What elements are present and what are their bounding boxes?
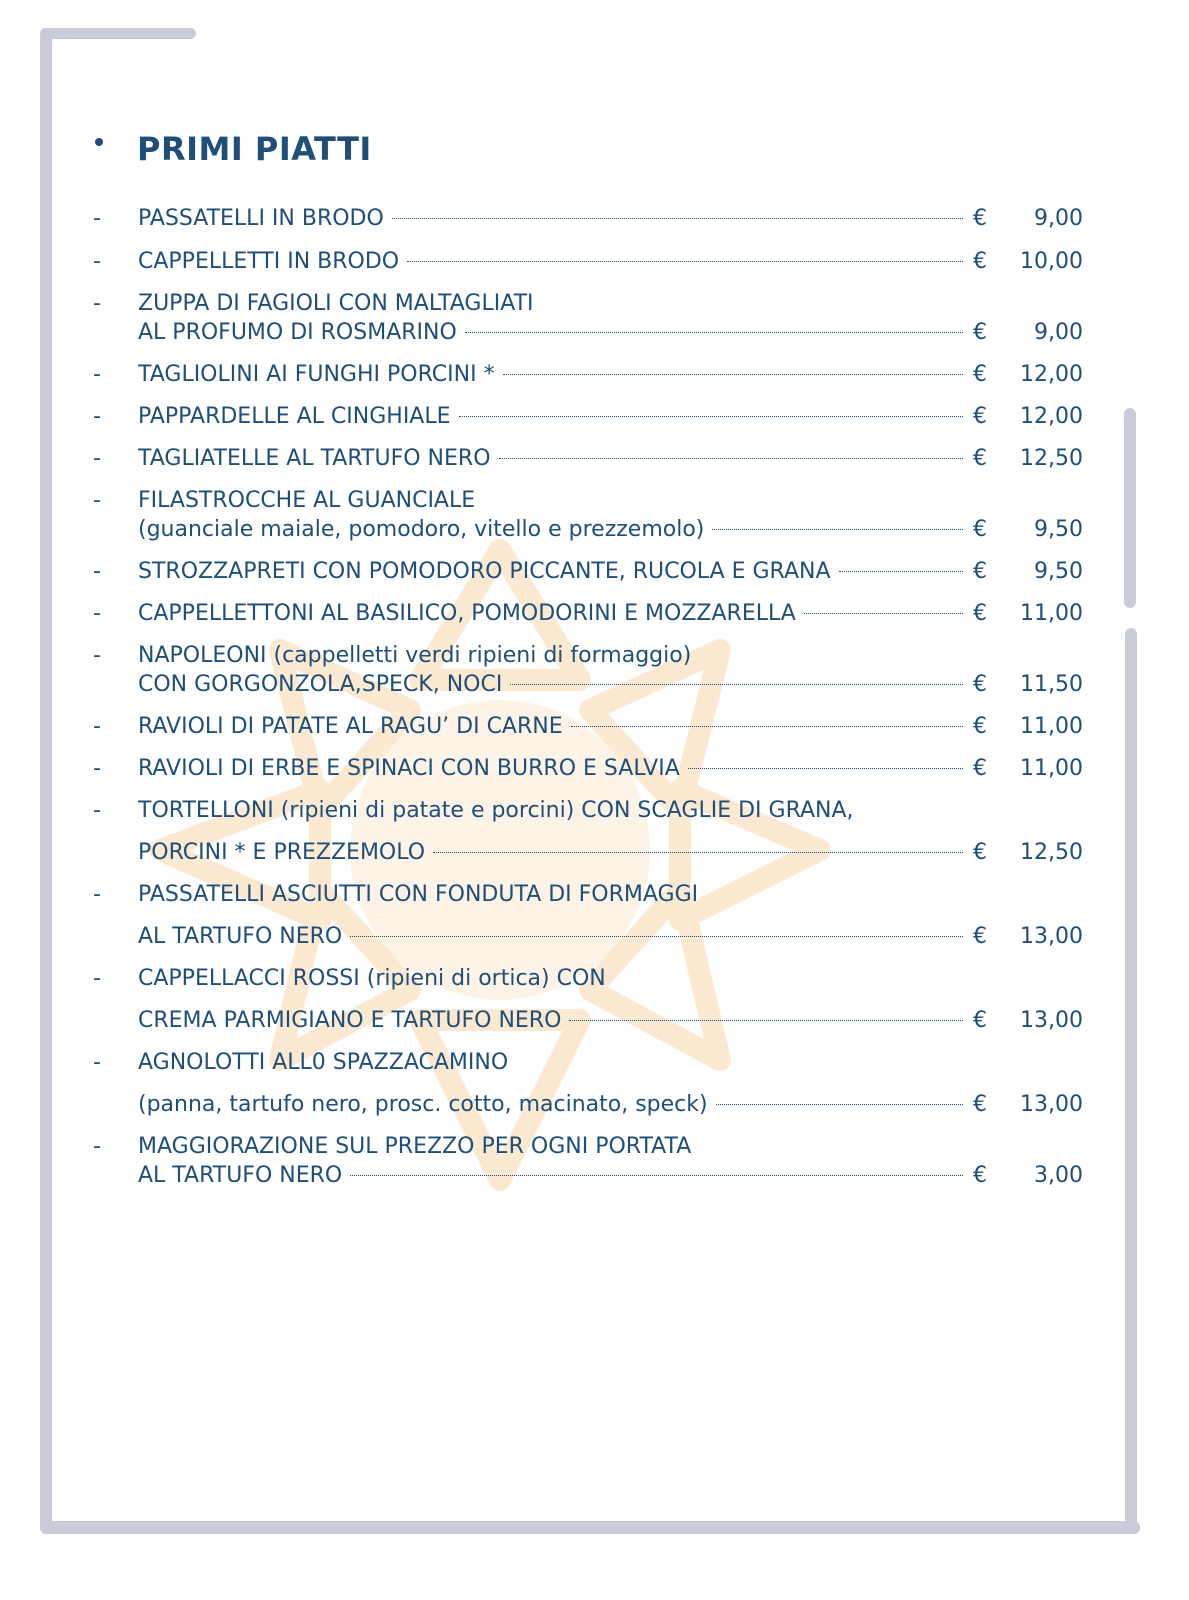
- dot-leader: [350, 936, 963, 937]
- dot-leader: [499, 458, 963, 459]
- item-price-line: [138, 557, 1083, 586]
- item-description: [138, 402, 1083, 431]
- item-price: 11,00: [1020, 714, 1083, 739]
- menu-item: [93, 964, 1083, 1035]
- item-price-line: [138, 1161, 1083, 1190]
- menu-item: [93, 712, 1083, 741]
- item-name: STROZZAPRETI CON POMODORO PICCANTE, RUCOLA E GRANA: [138, 559, 831, 584]
- item-name: PAPPARDELLE AL CINGHIALE: [138, 404, 451, 429]
- dash-marker: -: [93, 559, 101, 584]
- menu-item: [93, 880, 1083, 951]
- frame-right-border-upper: [1124, 408, 1136, 608]
- menu-item: [93, 557, 1083, 586]
- item-price-line: [138, 444, 1083, 473]
- euro-symbol: €: [973, 756, 987, 781]
- euro-symbol: €: [973, 714, 987, 739]
- dash-marker: -: [93, 446, 101, 471]
- dot-leader: [465, 332, 963, 333]
- item-name: AL PROFUMO DI ROSMARINO: [138, 320, 457, 345]
- dot-leader: [433, 852, 963, 853]
- dot-leader: [839, 571, 963, 572]
- item-description: [138, 557, 1083, 586]
- dot-leader: [688, 768, 963, 769]
- dash-marker: -: [93, 362, 101, 387]
- frame-left-border: [40, 32, 52, 1532]
- dash-marker: -: [93, 206, 101, 231]
- menu-item: [93, 641, 1083, 699]
- item-description: [138, 1132, 1083, 1190]
- euro-symbol: €: [973, 320, 987, 345]
- item-line: AGNOLOTTI ALL0 SPAZZACAMINO: [138, 1050, 509, 1075]
- euro-symbol: €: [973, 1008, 987, 1033]
- item-name: TAGLIATELLE AL TARTUFO NERO: [138, 446, 491, 471]
- item-price-line: [138, 670, 1083, 699]
- dash-marker: -: [93, 1050, 101, 1075]
- dash-marker: -: [93, 882, 101, 907]
- item-description: [138, 641, 1083, 699]
- euro-symbol: €: [973, 517, 987, 542]
- item-price: 12,00: [1020, 362, 1083, 387]
- euro-symbol: €: [973, 672, 987, 697]
- item-line: PASSATELLI ASCIUTTI CON FONDUTA DI FORMAGGI: [138, 882, 699, 907]
- euro-symbol: €: [973, 1092, 987, 1117]
- menu-item: [93, 360, 1083, 389]
- euro-symbol: €: [973, 249, 987, 274]
- euro-symbol: €: [973, 601, 987, 626]
- euro-symbol: €: [973, 840, 987, 865]
- menu-item: [93, 754, 1083, 783]
- item-price: 12,50: [1020, 840, 1083, 865]
- item-price-line: [138, 922, 1083, 951]
- item-description: [138, 964, 1083, 1035]
- menu-item: [93, 247, 1083, 276]
- menu-item: [93, 486, 1083, 544]
- menu-item: [93, 796, 1083, 867]
- item-description: [138, 444, 1083, 473]
- menu-item: [93, 204, 1083, 233]
- item-price-line: [138, 204, 1083, 233]
- item-price: 11,50: [1020, 672, 1083, 697]
- section-heading: [95, 130, 372, 168]
- item-description: [138, 796, 1083, 867]
- item-line: FILASTROCCHE AL GUANCIALE: [138, 488, 476, 513]
- item-name: AL TARTUFO NERO: [138, 1163, 343, 1188]
- item-name: CREMA PARMIGIANO E TARTUFO NERO: [138, 1008, 562, 1033]
- item-price-line: [138, 838, 1083, 867]
- item-description: [138, 754, 1083, 783]
- item-price-line: [138, 247, 1083, 276]
- dash-marker: -: [93, 714, 101, 739]
- item-price-line: [138, 712, 1083, 741]
- dot-leader: [407, 261, 963, 262]
- dot-leader: [459, 416, 963, 417]
- dot-leader: [503, 374, 963, 375]
- item-name: AL TARTUFO NERO: [138, 924, 343, 949]
- item-description: [138, 360, 1083, 389]
- item-price-line: [138, 360, 1083, 389]
- item-line: TORTELLONI (ripieni di patate e porcini) CON SCAGLIE DI GRANA,: [138, 798, 854, 823]
- item-name: PASSATELLI IN BRODO: [138, 206, 384, 231]
- dash-marker: -: [93, 291, 101, 316]
- dot-leader: [804, 613, 963, 614]
- item-price: 11,00: [1020, 756, 1083, 781]
- item-line: CAPPELLACCI ROSSI (ripieni di ortica) CON: [138, 966, 606, 991]
- euro-symbol: €: [973, 206, 987, 231]
- frame-bottom-border: [40, 1521, 1140, 1534]
- dot-leader: [510, 684, 963, 685]
- menu-item: [93, 444, 1083, 473]
- menu-item: [93, 599, 1083, 628]
- item-description: [138, 712, 1083, 741]
- item-price: 3,00: [1034, 1163, 1083, 1188]
- dot-leader: [569, 1020, 963, 1021]
- item-price: 13,00: [1020, 1008, 1083, 1033]
- item-line: MAGGIORAZIONE SUL PREZZO PER OGNI PORTATA: [138, 1134, 692, 1159]
- item-price: 12,00: [1020, 404, 1083, 429]
- item-description: [138, 486, 1083, 544]
- item-name: CON GORGONZOLA,SPECK, NOCI: [138, 672, 503, 697]
- item-price: 11,00: [1020, 601, 1083, 626]
- item-description: [138, 247, 1083, 276]
- euro-symbol: €: [973, 1163, 987, 1188]
- item-description: [138, 204, 1083, 233]
- menu-item: [93, 1048, 1083, 1119]
- item-name: CAPPELLETTI IN BRODO: [138, 249, 400, 274]
- item-description: [138, 599, 1083, 628]
- item-description: [138, 880, 1083, 951]
- frame-right-border-lower: [1125, 628, 1137, 1532]
- item-price-line: [138, 402, 1083, 431]
- item-price-line: [138, 754, 1083, 783]
- menu-item: [93, 1132, 1083, 1190]
- item-description: [138, 1048, 1083, 1119]
- section-title: PRIMI PIATTI: [137, 130, 372, 168]
- item-price: 12,50: [1020, 446, 1083, 471]
- item-price-line: [138, 599, 1083, 628]
- dash-marker: -: [93, 798, 101, 823]
- dash-marker: -: [93, 756, 101, 781]
- menu-list: [93, 204, 1083, 1203]
- item-price-line: [138, 1090, 1083, 1119]
- euro-symbol: €: [973, 559, 987, 584]
- item-name: TAGLIOLINI AI FUNGHI PORCINI *: [138, 362, 495, 387]
- dash-marker: -: [93, 643, 101, 668]
- dot-leader: [392, 218, 963, 219]
- dot-leader: [712, 529, 963, 530]
- dash-marker: -: [93, 249, 101, 274]
- item-name: (panna, tartufo nero, prosc. cotto, macinato, speck): [138, 1092, 708, 1117]
- item-price-line: [138, 318, 1083, 347]
- euro-symbol: €: [973, 924, 987, 949]
- item-price: 9,50: [1034, 559, 1083, 584]
- item-price-line: [138, 1006, 1083, 1035]
- item-price: 9,00: [1034, 320, 1083, 345]
- dash-marker: -: [93, 966, 101, 991]
- item-price: 9,00: [1034, 206, 1083, 231]
- euro-symbol: €: [973, 446, 987, 471]
- menu-item: [93, 402, 1083, 431]
- item-price: 9,50: [1034, 517, 1083, 542]
- item-line: ZUPPA DI FAGIOLI CON MALTAGLIATI: [138, 291, 534, 316]
- frame-top-border: [40, 28, 196, 39]
- dot-leader: [350, 1175, 963, 1176]
- item-price-line: [138, 515, 1083, 544]
- dash-marker: -: [93, 1134, 101, 1159]
- item-price: 13,00: [1020, 924, 1083, 949]
- dot-leader: [571, 726, 963, 727]
- dash-marker: -: [93, 404, 101, 429]
- item-name: CAPPELLETTONI AL BASILICO, POMODORINI E MOZZARELLA: [138, 601, 796, 626]
- euro-symbol: €: [973, 404, 987, 429]
- dash-marker: -: [93, 601, 101, 626]
- item-name: RAVIOLI DI PATATE AL RAGU’ DI CARNE: [138, 714, 563, 739]
- item-description: [138, 289, 1083, 347]
- item-name: (guanciale maiale, pomodoro, vitello e prezzemolo): [138, 517, 705, 542]
- item-price: 13,00: [1020, 1092, 1083, 1117]
- bullet-icon: [95, 138, 103, 146]
- dash-marker: -: [93, 488, 101, 513]
- euro-symbol: €: [973, 362, 987, 387]
- dot-leader: [716, 1104, 963, 1105]
- item-line: NAPOLEONI (cappelletti verdi ripieni di formaggio): [138, 643, 692, 668]
- item-name: PORCINI * E PREZZEMOLO: [138, 840, 426, 865]
- item-price: 10,00: [1020, 249, 1083, 274]
- menu-item: [93, 289, 1083, 347]
- item-name: RAVIOLI DI ERBE E SPINACI CON BURRO E SALVIA: [138, 756, 680, 781]
